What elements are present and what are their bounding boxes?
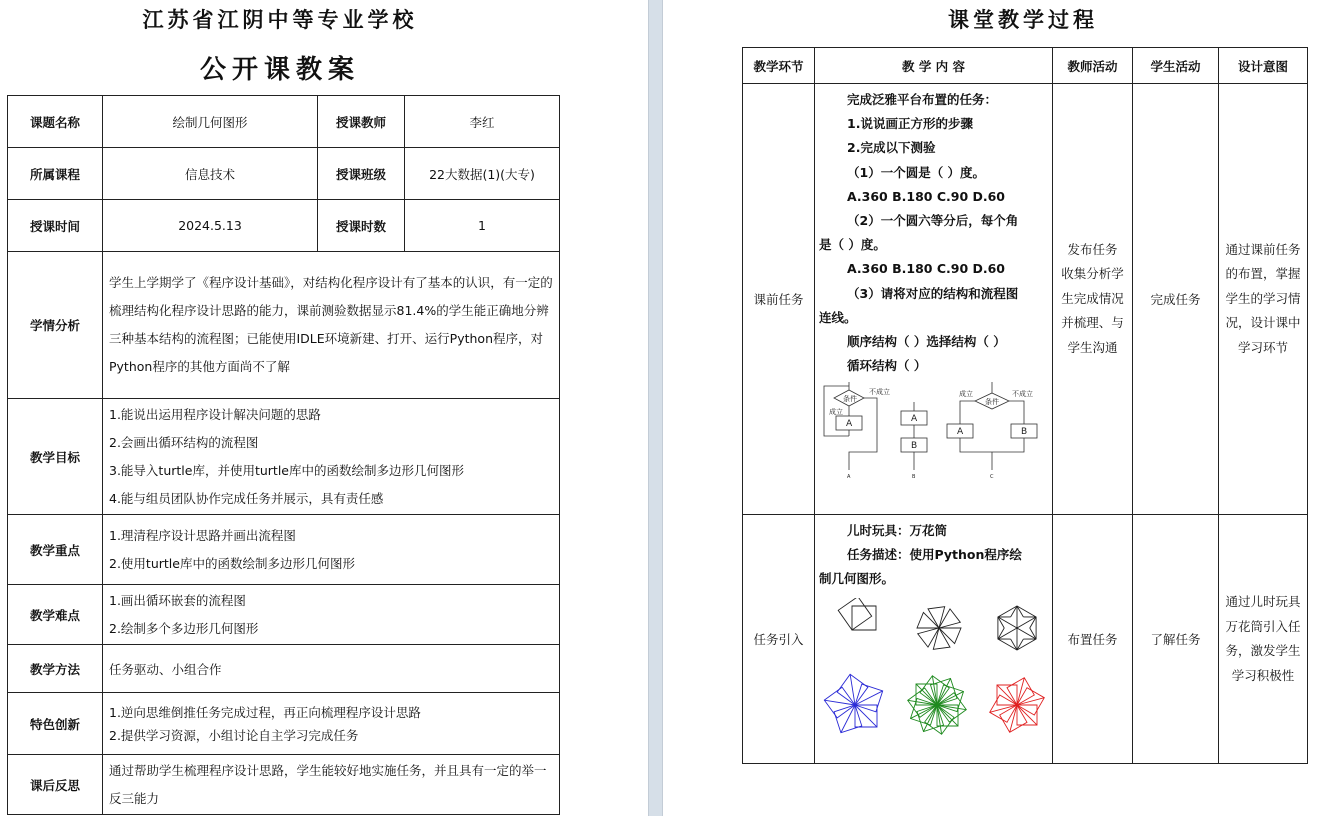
green-rotated-squares-figure (908, 675, 967, 734)
flow-cond-label: 条件 (843, 395, 857, 404)
teacher-activity-line: 收集分析学生完成情况并梳理、与学生沟通 (1061, 266, 1124, 355)
content-line: 循环结构（ ） (847, 358, 927, 374)
key-points-list (103, 515, 560, 585)
label-class: 授课班级 (318, 148, 405, 200)
flow-yes-label: 成立 (829, 408, 843, 417)
content-line: （1）一个圆是（ ）度。 (847, 164, 986, 180)
flow-cond-label: 条件 (985, 398, 999, 407)
content-line: 2.完成以下测验 (847, 140, 936, 156)
content-line: （3）请将对应的结构和流程图 (847, 285, 1019, 301)
header-stage: 教学环节 (743, 48, 815, 84)
flow-a-label: A (846, 419, 853, 430)
two-squares-figure (838, 598, 876, 630)
pre-class-content (815, 84, 1053, 515)
table-row (8, 585, 560, 645)
left-page (0, 0, 648, 816)
flow-yes-label: 成立 (959, 390, 973, 399)
label-hours: 授课时数 (318, 200, 405, 252)
flow-end-label: C (990, 474, 994, 481)
innovation-list (103, 693, 560, 755)
stage-task-intro: 任务引入 (743, 515, 815, 764)
pinwheel-triangles-figure (917, 606, 961, 649)
label-difficulties: 教学难点 (8, 585, 103, 645)
list-item: 1.逆向思维倒推任务完成过程，再正向梳理程序设计思路 (109, 704, 421, 720)
table-row (743, 84, 1308, 515)
content-line: 任务描述：使用Python程序绘 (847, 547, 1022, 563)
teacher-activity-intro: 布置任务 (1053, 515, 1133, 764)
page-gutter (648, 0, 663, 816)
design-intent-pre (1219, 84, 1308, 515)
list-item: 3.能导入turtle库，并使用turtle库中的函数绘制多边形几何图形 (109, 462, 464, 478)
student-activity-intro: 了解任务 (1133, 515, 1219, 764)
content-line: A.360 B.180 C.90 D.60 (847, 261, 1006, 277)
header-student: 学生活动 (1133, 48, 1219, 84)
table-row (8, 515, 560, 585)
reflection-text: 通过帮助学生梳理程序设计思路，学生能较好地实施任务，并且具有一定的举一反三能力 (103, 755, 560, 815)
label-analysis: 学情分析 (8, 252, 103, 399)
list-item: 2.使用turtle库中的函数绘制多边形几何图形 (109, 555, 355, 571)
value-topic: 绘制几何图形 (103, 96, 318, 148)
flow-b-label: B (911, 441, 918, 452)
content-line: 制几何图形。 (819, 571, 895, 587)
right-page (663, 0, 1317, 816)
figure-shape (917, 612, 939, 628)
header-content: 教 学 内 容 (815, 48, 1053, 84)
flow-end-label: A (847, 474, 851, 481)
flow-a-label: A (911, 414, 918, 425)
lesson-info-table (7, 95, 560, 815)
red-rotated-squares-figure (990, 677, 1045, 732)
content-line: 连线。 (819, 309, 857, 325)
figure-shape (939, 628, 961, 644)
table-row (8, 148, 560, 200)
content-line: 顺序结构（ ）选择结构（ ） (847, 334, 1006, 350)
kaleidoscope-figures (819, 598, 1049, 748)
analysis-text: 学生上学期学了《程序设计基础》，对结构化程序设计有了基本的认识，有一定的梳理结构化程序设计思路的能力，课前测验数据显示81.4%的学生能正确地分辨三种基本结构的流程图；已能使用IDLE环境新建、打开、运行Python程序，对Python程序的其他方面尚不了解 (103, 252, 560, 399)
figure-shape (918, 628, 939, 647)
content-line: 1.说说画正方形的步骤 (847, 116, 973, 132)
header-intent: 设计意图 (1219, 48, 1308, 84)
design-intent-text: 通过儿时玩具万花筒引入任务，激发学生学习积极性 (1225, 594, 1301, 683)
label-goals: 教学目标 (8, 399, 103, 515)
difficulties-list (103, 585, 560, 645)
teacher-activity-line: 发布任务 (1067, 241, 1118, 257)
label-innovation: 特色创新 (8, 693, 103, 755)
process-title: 课堂教学过程 (948, 8, 1098, 32)
flowchart-diagrams (819, 380, 1049, 480)
label-method: 教学方法 (8, 645, 103, 693)
flow-no-label: 不成立 (1012, 390, 1033, 399)
figure-shape (939, 609, 960, 628)
label-date: 授课时间 (8, 200, 103, 252)
process-table (742, 47, 1308, 764)
list-item: 2.绘制多个多边形几何图形 (109, 620, 259, 636)
content-line: 是（ ）度。 (819, 237, 886, 253)
flow-no-label: 不成立 (869, 388, 890, 397)
list-item: 1.能说出运用程序设计解决问题的思路 (109, 406, 321, 422)
list-item: 2.会画出循环结构的流程图 (109, 434, 259, 450)
figure-shape (850, 674, 855, 705)
design-intent-intro (1219, 515, 1308, 764)
teacher-activity-pre (1053, 84, 1133, 515)
label-topic: 课题名称 (8, 96, 103, 148)
list-item: 1.画出循环嵌套的流程图 (109, 592, 246, 608)
value-class: 22大数据(1)(大专) (405, 148, 560, 200)
label-key-points: 教学重点 (8, 515, 103, 585)
school-name: 江苏省江阴中等专业学校 (142, 8, 418, 32)
table-row (8, 693, 560, 755)
blue-rotated-squares-figure (824, 674, 882, 732)
value-hours: 1 (405, 200, 560, 252)
goals-list (103, 399, 560, 515)
label-course: 所属课程 (8, 148, 103, 200)
value-teacher: 李红 (405, 96, 560, 148)
table-row (8, 252, 560, 399)
label-teacher: 授课教师 (318, 96, 405, 148)
list-item: 2.提供学习资源，小组讨论自主学习完成任务 (109, 727, 359, 743)
student-activity-pre: 完成任务 (1133, 84, 1219, 515)
hexagon-rhombus-figure (998, 606, 1036, 650)
table-row (8, 645, 560, 693)
value-course: 信息技术 (103, 148, 318, 200)
figure-shape (824, 700, 855, 705)
stage-pre-class: 课前任务 (743, 84, 815, 515)
content-line: A.360 B.180 C.90 D.60 (847, 188, 1006, 204)
table-row (8, 96, 560, 148)
value-date: 2024.5.13 (103, 200, 318, 252)
list-item: 1.理清程序设计思路并画出流程图 (109, 527, 296, 543)
table-row (743, 515, 1308, 764)
table-header-row (743, 48, 1308, 84)
design-intent-text: 通过课前任务的布置，掌握学生的学习情况，设计课中学习环节 (1225, 241, 1301, 355)
task-intro-content (815, 515, 1053, 764)
list-item: 4.能与组员团队协作完成任务并展示，具有责任感 (109, 490, 384, 506)
flow-b-label: B (1021, 427, 1028, 438)
table-row (8, 755, 560, 815)
content-line: 完成泛雅平台布置的任务： (847, 92, 998, 107)
header-teacher: 教师活动 (1053, 48, 1133, 84)
table-row (8, 200, 560, 252)
label-reflection: 课后反思 (8, 755, 103, 815)
table-row (8, 399, 560, 515)
flow-end-label: B (912, 474, 916, 481)
method-text: 任务驱动、小组合作 (103, 645, 560, 693)
content-line: 儿时玩具：万花筒 (847, 523, 948, 538)
content-line: （2）一个圆六等分后，每个角 (847, 213, 1019, 229)
flow-a-label: A (957, 427, 964, 438)
figure-shape (852, 606, 876, 630)
doc-title: 公开课教案 (199, 55, 360, 85)
